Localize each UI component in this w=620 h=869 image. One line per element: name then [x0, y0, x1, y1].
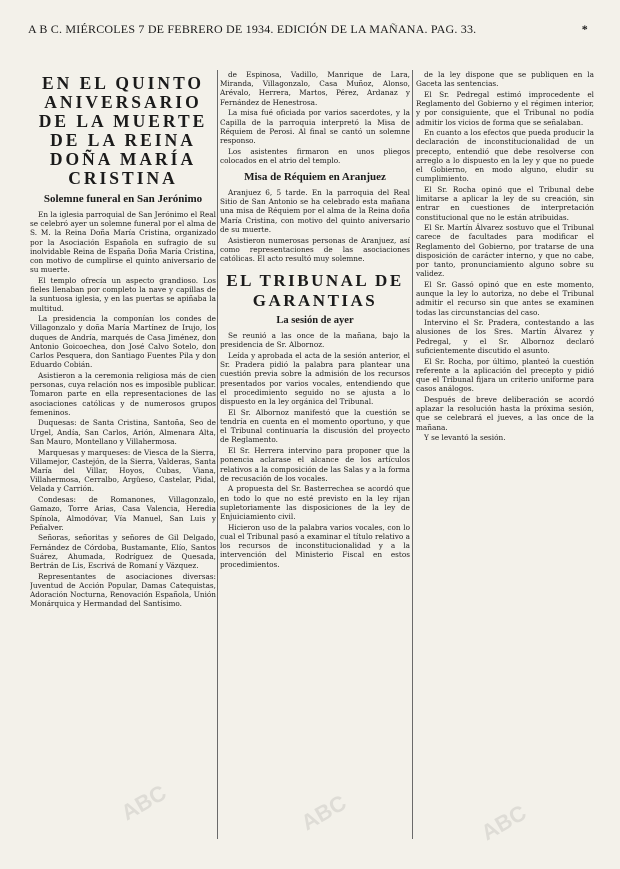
paragraph: de la ley dispone que se publiquen en la Gaceta las sentencias.: [416, 70, 594, 89]
watermark-logo: ABC: [116, 779, 171, 826]
paragraph: Hicieron uso de la palabra varios vocales, con lo cual el Tribunal pasó a examinar el título relativo a los recursos de inconstitucionalidad y a la intervención del Ministerio Fiscal en estos procedimientos.: [220, 522, 410, 569]
paragraph: Marquesas y marqueses: de Viesca de la Sierra, Villamejor, Castejón, de la Sierra, Valderas, Santa María del Villar, Hoyos, Cubas, Viana, Villahermosa, Cerralbo, Argüeso, Castelar, Pidal, Velada y Carrión.: [30, 447, 216, 494]
section-title: Misa de Réquiem en Aranjuez: [244, 171, 386, 184]
column-divider: [217, 70, 218, 839]
section-title: La sesión de ayer: [276, 315, 354, 327]
paragraph: El Sr. Herrera intervino para proponer que la ponencia aclarase el alcance de los artículos relativos a la composición de las Salas y a la forma de recusación de los vocales.: [220, 446, 410, 483]
paragraph: Leída y aprobada el acta de la sesión anterior, el Sr. Pradera pidió la palabra para plantear una cuestión previa sobre la admisión de los recursos presentados por varios vocales, entendiendo que el procedimiento seguido no se ajusta a lo dispuesto en la ley orgánica del Tribunal.: [220, 351, 410, 407]
paragraph: Condesas: de Romanones, Villagonzalo, Gamazo, Torre Arias, Casa Valencia, Heredia Spínola, Almodóvar, Vía Manuel, San Luis y Peñalver.: [30, 495, 216, 532]
paragraph: de Espinosa, Vadillo, Manrique de Lara, Miranda, Villagonzalo, Casa Muñoz, Alonso, Arévalo, Herrera, Martos, Pérez, Ardanaz y Fernández de Henestrosa.: [220, 70, 410, 107]
paragraph: La misa fué oficiada por varios sacerdotes, y la Capilla de la parroquia interpretó la Misa de Réquiem de Perosi. Al final se cantó un solemne responso.: [220, 108, 410, 145]
paragraph: El Sr. Albornoz manifestó que la cuestión se tendría en cuenta en el momento oportuno, y que el Tribunal continuaría la discusión del proyecto de Reglamento.: [220, 407, 410, 445]
paragraph: El Sr. Gassó opinó que en este momento, aunque la ley lo autoriza, no debe el Tribunal admitir el recurso sin que antes se examinen todas las circunstancias del caso.: [416, 279, 594, 317]
paragraph: Asistieron a la ceremonia religiosa más de cien personas, cuya relación nos es imposible publicar. Tomaron parte en ella representaciones de las asociaciones católicas y de numerosos grupos femeninos.: [30, 370, 216, 417]
paragraph: El Sr. Martín Álvarez sostuvo que el Tribunal carece de facultades para modificar el Reglamento del Gobierno, por tratarse de una disposición de carácter interno, y que no cabe, por tanto, pronunciamiento alguno sobre su validez.: [416, 223, 594, 279]
column-3: [416, 70, 594, 839]
paragraph: Señoras, señoritas y señores de Gil Delgado, Fernández de Córdoba, Bustamante, Elío, Santos Suárez, Ahumada, Rodríguez de Quesada, Bertrán de Lis, Escrivá de Romaní y Vázquez.: [30, 533, 216, 571]
page-header: [28, 22, 588, 42]
paragraph: Y se levantó la sesión.: [424, 433, 506, 443]
paragraph: En la iglesia parroquial de San Jerónimo el Real se celebró ayer un solemne funeral por el alma de S. M. la Reina Doña María Cristina, organizado por la Asociación Española en sufragio de su inolvidable Reina de España Doña María Cristina, con motivo de cumplirse el quinto aniversario de su muerte.: [30, 210, 216, 275]
paragraph: En cuanto a los efectos que pueda producir la declaración de inconstitucionalidad de un precepto, entendió que debe resolverse con arreglo a lo dispuesto en la ley y que no puede el Gobierno, en modo alguno, eludir su cumplimiento.: [416, 128, 594, 184]
paragraph: El Sr. Rocha opinó que el Tribunal debe limitarse a aplicar la ley de su creación, sin entrar en cuestiones de interpretación constitucional que no le están atribuidas.: [416, 184, 594, 222]
paragraph: Duquesas: de Santa Cristina, Santoña, Seo de Urgel, Andía, San Carlos, Arión, Almenara Alta, San Mauro, Montellano y Villahermosa.: [30, 418, 216, 446]
article-headline-tribunal: EL TRIBUNAL DE GARANTIAS: [226, 271, 404, 311]
paragraph: Asistieron numerosas personas de Aranjuez, así como representaciones de las asociaciones católicas. El acto resultó muy solemne.: [220, 235, 410, 263]
paragraph: La presidencia la componían los condes de Villagonzalo y doña María Martínez de Irujo, los duques de Andría, marqués de Casa Jiménez, don Antonio Goicoechea, don José Calvo Sotelo, don Carlos Pesquera, don Santiago Fuentes Pila y don Eduardo Cobián.: [30, 314, 216, 370]
column-1: [30, 70, 216, 839]
paragraph: Los asistentes firmaron en unos pliegos colocados en el atrio del templo.: [220, 146, 410, 165]
paragraph: El Sr. Rocha, por último, planteó la cuestión referente a la aplicación del precepto y pidió que el Tribunal fijara un criterio uniforme para casos análogos.: [416, 356, 594, 394]
column-divider: [412, 70, 413, 839]
paragraph: Intervino el Sr. Pradera, contestando a las alusiones de los Sres. Martín Álvarez y Pedregal, y el Sr. Albornoz declaró suficientemente discutido el asunto.: [416, 318, 594, 355]
paragraph: Se reunió a las once de la mañana, bajo la presidencia de Sr. Albornoz.: [220, 331, 410, 350]
article-subheadline: Solemne funeral en San Jerónimo: [43, 193, 203, 205]
paragraph: El templo ofrecía un aspecto grandioso. Los fieles llenaban por completo la nave y capillas de la suntuosa iglesia, y en las puertas se apiñaba la multitud.: [30, 275, 216, 313]
header-text: A B C. MIÉRCOLES 7 DE FEBRERO DE 1934. EDICIÓN DE LA MAÑANA. PAG. 33.: [28, 22, 477, 36]
paragraph: Aranjuez 6, 5 tarde. En la parroquia del Real Sitio de San Antonio se ha celebrado esta mañana una misa de Réquiem por el alma de la Reina doña María Cristina, con motivo del quinto aniversario de su muerte.: [220, 188, 410, 234]
watermark-logo: ABC: [296, 789, 351, 836]
paragraph: A propuesta del Sr. Basterrechea se acordó que en todo lo que no esté previsto en la ley rijan supletoriamente las disposiciones de la ley de Enjuiciamiento civil.: [220, 484, 410, 522]
paragraph: El Sr. Pedregal estimó improcedente el Reglamento del Gobierno y el régimen interior, y por consiguiente, que el Tribunal no podía admitir los vicios de forma que se señalaban.: [416, 89, 594, 127]
article-headline: EN EL QUINTO ANIVERSARIO DE LA MUERTE DE LA REINA DOÑA MARÍA CRISTINA: [38, 73, 208, 188]
page-ornament: *: [581, 22, 588, 36]
watermark-logo: ABC: [476, 799, 531, 846]
paragraph: Después de breve deliberación se acordó aplazar la resolución hasta la próxima sesión, que se celebrará el jueves, a las once de la mañana.: [416, 394, 594, 432]
paragraph: Representantes de asociaciones diversas: Juventud de Acción Popular, Damas Catequistas, Adoración Nocturna, Renovación Española, Unión Monárquica y Hermandad del Santísimo.: [30, 571, 216, 609]
column-2: [220, 70, 410, 839]
